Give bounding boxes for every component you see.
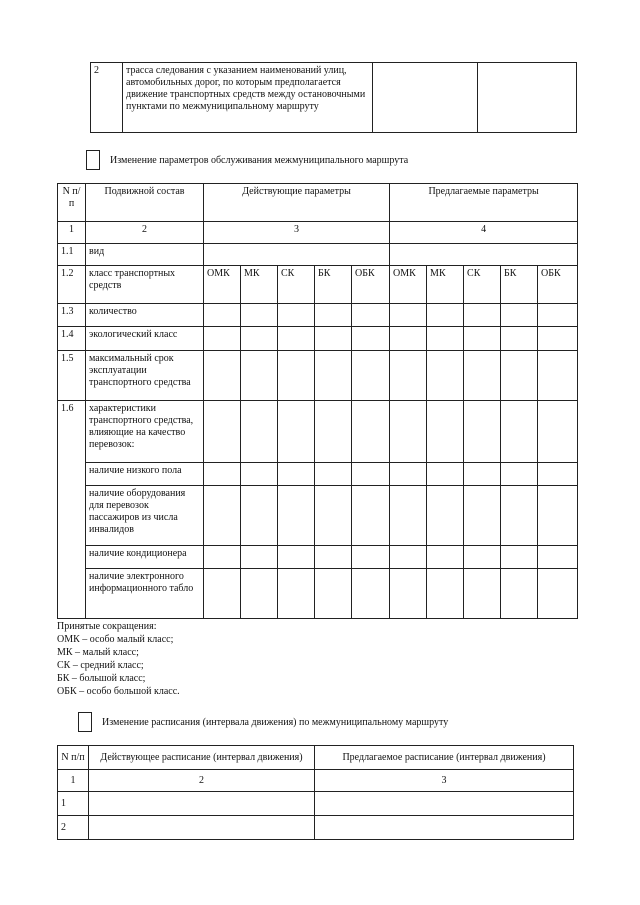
schedule-change-option[interactable] — [78, 712, 448, 732]
value-cell[interactable] — [464, 463, 501, 486]
value-cell[interactable] — [390, 486, 427, 546]
value-cell[interactable] — [501, 401, 538, 463]
value-cell[interactable] — [538, 327, 578, 351]
value-cell[interactable] — [501, 546, 538, 569]
route-table — [90, 62, 577, 133]
col-number: 1 — [58, 222, 86, 244]
row-num: 1.4 — [58, 327, 86, 351]
header-num: N п/п — [58, 184, 86, 222]
class-code: МК — [241, 266, 278, 304]
value-cell[interactable] — [464, 569, 501, 619]
value-cell[interactable] — [315, 546, 352, 569]
class-code: СК — [278, 266, 315, 304]
value-cell[interactable] — [390, 401, 427, 463]
value-cell[interactable] — [315, 463, 352, 486]
value-cell[interactable] — [427, 569, 464, 619]
row-label: вид — [86, 244, 204, 266]
value-cell[interactable] — [204, 401, 241, 463]
value-cell[interactable] — [538, 401, 578, 463]
value-cell[interactable] — [352, 546, 390, 569]
value-cell[interactable] — [390, 463, 427, 486]
value-cell[interactable] — [538, 546, 578, 569]
row-num: 1.5 — [58, 351, 86, 401]
class-code: ОМК — [204, 266, 241, 304]
value-cell[interactable] — [501, 463, 538, 486]
value-cell[interactable] — [538, 351, 578, 401]
value-cell[interactable] — [538, 569, 578, 619]
col-number: 1 — [58, 770, 89, 792]
col-number: 3 — [315, 770, 574, 792]
abbreviation-item: МК – малый класс; — [57, 647, 139, 658]
value-cell[interactable] — [315, 569, 352, 619]
sub-row-label: наличие электронного информационного табло — [86, 569, 204, 619]
value-cell[interactable] — [501, 486, 538, 546]
header-proposed-params: Предлагаемые параметры — [390, 184, 578, 222]
value-cell[interactable] — [352, 327, 390, 351]
value-cell[interactable] — [464, 351, 501, 401]
params-change-option[interactable] — [86, 150, 408, 170]
value-cell[interactable] — [241, 304, 278, 327]
schedule-cell[interactable] — [315, 792, 574, 816]
value-cell[interactable] — [278, 327, 315, 351]
sub-row-label: наличие оборудования для перевозок пассажиров из числа инвалидов — [86, 486, 204, 546]
class-code: СК — [464, 266, 501, 304]
value-cell[interactable] — [352, 463, 390, 486]
value-cell[interactable] — [501, 327, 538, 351]
value-cell[interactable] — [352, 486, 390, 546]
value-cell[interactable] — [427, 304, 464, 327]
class-code: ОБК — [538, 266, 578, 304]
current-value-cell[interactable] — [204, 244, 390, 266]
header-rolling-stock: Подвижной состав — [86, 184, 204, 222]
abbreviations-title: Принятые сокращения: — [57, 621, 157, 632]
value-cell[interactable] — [427, 463, 464, 486]
value-cell[interactable] — [427, 546, 464, 569]
value-cell[interactable] — [538, 463, 578, 486]
col-number: 2 — [89, 770, 315, 792]
schedule-change-checkbox[interactable] — [78, 712, 92, 732]
value-cell[interactable] — [464, 304, 501, 327]
value-cell[interactable] — [390, 327, 427, 351]
value-cell[interactable] — [241, 546, 278, 569]
col-number: 2 — [86, 222, 204, 244]
row-num: 1 — [58, 792, 89, 816]
value-cell[interactable] — [315, 351, 352, 401]
value-cell[interactable] — [204, 463, 241, 486]
row-label: экологический класс — [86, 327, 204, 351]
empty-cell[interactable] — [478, 63, 577, 133]
route-description: трасса следования с указанием наименований улиц, автомобильных дорог, по которым предполагается движение транспортных средств между остановочными пунктами по межмуниципальному маршруту — [123, 63, 373, 133]
abbreviation-item: ОМК – особо малый класс; — [57, 634, 174, 645]
row-label: максимальный срок эксплуатации транспортного средства — [86, 351, 204, 401]
empty-cell[interactable] — [373, 63, 478, 133]
value-cell[interactable] — [315, 401, 352, 463]
class-code: БК — [315, 266, 352, 304]
value-cell[interactable] — [538, 486, 578, 546]
row-num: 1.3 — [58, 304, 86, 327]
row-number: 2 — [91, 63, 123, 133]
row-label: класс транспортных средств — [86, 266, 204, 304]
value-cell[interactable] — [352, 401, 390, 463]
value-cell[interactable] — [278, 546, 315, 569]
value-cell[interactable] — [278, 401, 315, 463]
row-num: 1.1 — [58, 244, 86, 266]
value-cell[interactable] — [427, 351, 464, 401]
proposed-value-cell[interactable] — [390, 244, 578, 266]
value-cell[interactable] — [278, 486, 315, 546]
schedule-cell[interactable] — [315, 816, 574, 840]
value-cell[interactable] — [501, 569, 538, 619]
value-cell[interactable] — [278, 463, 315, 486]
abbreviations — [57, 620, 180, 698]
header-num: N п/п — [58, 746, 89, 770]
value-cell[interactable] — [501, 304, 538, 327]
value-cell[interactable] — [427, 486, 464, 546]
value-cell[interactable] — [278, 351, 315, 401]
value-cell[interactable] — [315, 486, 352, 546]
value-cell[interactable] — [352, 351, 390, 401]
value-cell[interactable] — [204, 486, 241, 546]
col-number: 3 — [204, 222, 390, 244]
value-cell[interactable] — [204, 327, 241, 351]
sub-row-label: наличие кондиционера — [86, 546, 204, 569]
value-cell[interactable] — [241, 463, 278, 486]
class-code: ОБК — [352, 266, 390, 304]
class-code: ОМК — [390, 266, 427, 304]
schedule-cell[interactable] — [89, 816, 315, 840]
value-cell[interactable] — [204, 304, 241, 327]
params-change-label: Изменение параметров обслуживания межмуниципального маршрута — [110, 154, 409, 166]
value-cell[interactable] — [241, 569, 278, 619]
row-num: 2 — [58, 816, 89, 840]
row-label: количество — [86, 304, 204, 327]
value-cell[interactable] — [390, 304, 427, 327]
value-cell[interactable] — [204, 351, 241, 401]
header-proposed-schedule: Предлагаемое расписание (интервал движения) — [315, 746, 574, 770]
params-change-checkbox[interactable] — [86, 150, 100, 170]
col-number: 4 — [390, 222, 578, 244]
class-code: МК — [427, 266, 464, 304]
value-cell[interactable] — [278, 569, 315, 619]
value-cell[interactable] — [352, 569, 390, 619]
schedule-table — [57, 745, 574, 840]
class-code: БК — [501, 266, 538, 304]
value-cell[interactable] — [464, 546, 501, 569]
schedule-change-label: Изменение расписания (интервала движения) по межмуниципальному маршруту — [102, 716, 449, 728]
value-cell[interactable] — [315, 327, 352, 351]
value-cell[interactable] — [204, 569, 241, 619]
value-cell[interactable] — [464, 401, 501, 463]
value-cell[interactable] — [464, 486, 501, 546]
value-cell[interactable] — [427, 401, 464, 463]
abbreviation-item: ОБК – особо большой класс. — [57, 686, 180, 697]
value-cell[interactable] — [315, 304, 352, 327]
value-cell[interactable] — [241, 327, 278, 351]
value-cell[interactable] — [241, 351, 278, 401]
abbreviation-item: СК – средний класс; — [57, 660, 144, 671]
abbreviation-item: БК – большой класс; — [57, 673, 146, 684]
value-cell[interactable] — [538, 304, 578, 327]
value-cell[interactable] — [241, 486, 278, 546]
row-num: 1.2 — [58, 266, 86, 304]
value-cell[interactable] — [278, 304, 315, 327]
value-cell[interactable] — [204, 546, 241, 569]
row-num: 1.6 — [58, 401, 86, 619]
value-cell[interactable] — [241, 401, 278, 463]
header-current-schedule: Действующее расписание (интервал движения) — [89, 746, 315, 770]
value-cell[interactable] — [427, 327, 464, 351]
value-cell[interactable] — [464, 327, 501, 351]
schedule-cell[interactable] — [89, 792, 315, 816]
sub-row-label: наличие низкого пола — [86, 463, 204, 486]
value-cell[interactable] — [390, 546, 427, 569]
row-label: характеристики транспортного средства, влияющие на качество перевозок: — [86, 401, 204, 463]
value-cell[interactable] — [352, 304, 390, 327]
value-cell[interactable] — [501, 351, 538, 401]
params-table — [57, 183, 578, 619]
header-current-params: Действующие параметры — [204, 184, 390, 222]
value-cell[interactable] — [390, 351, 427, 401]
value-cell[interactable] — [390, 569, 427, 619]
